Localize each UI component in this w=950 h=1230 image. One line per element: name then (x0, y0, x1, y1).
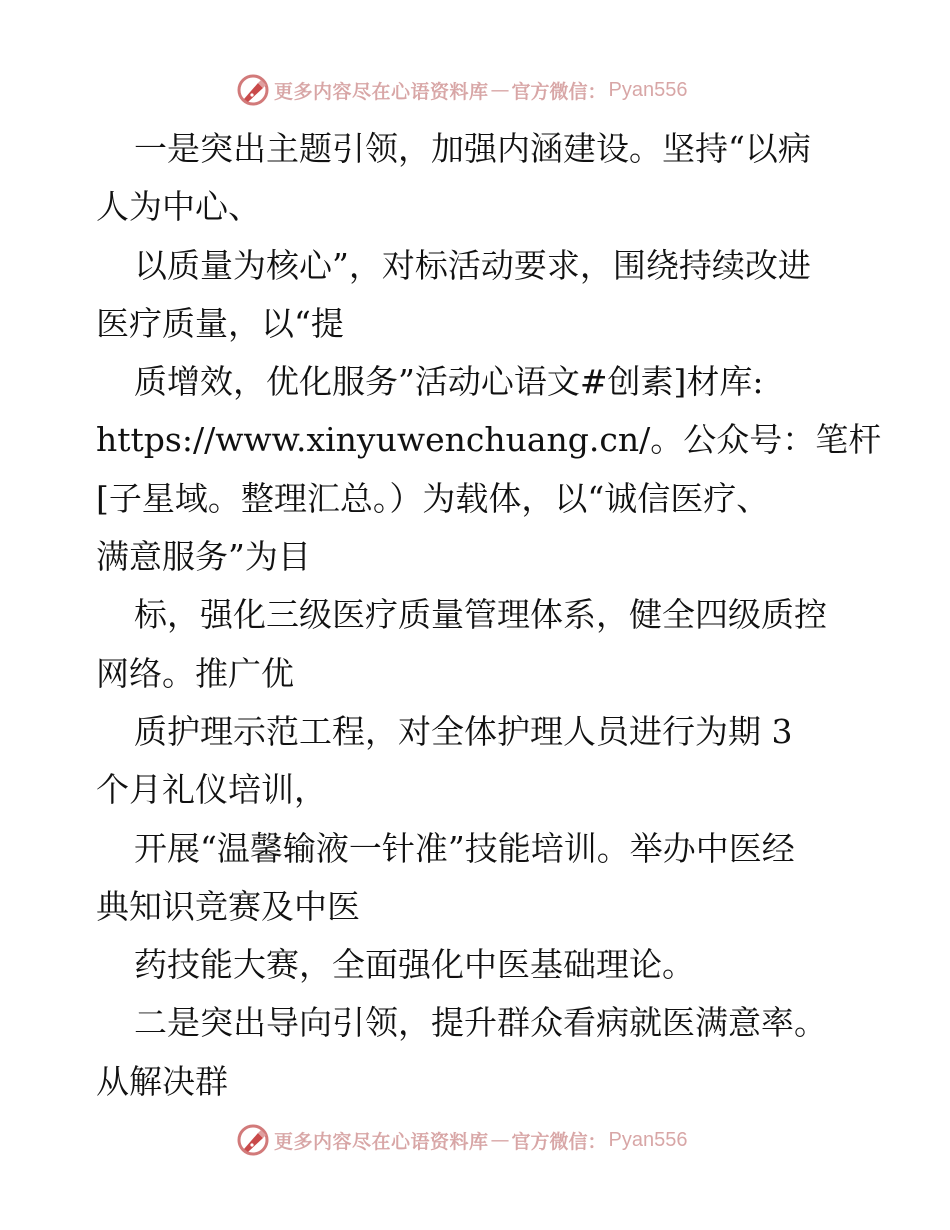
text-line: 人为中心、 (96, 187, 261, 227)
pen-nib-logo-icon (236, 1123, 270, 1157)
banner-separator: — (490, 1129, 510, 1151)
text-line: 质护理示范工程，对全体护理人员进行为期 3 (134, 711, 793, 751)
banner-wechat-id: Pyan556 (608, 1128, 688, 1151)
pen-nib-logo-icon (236, 73, 270, 107)
text-line: 个月礼仪培训， (96, 770, 327, 810)
banner-text: 更多内容尽在心语资料库 (274, 1130, 489, 1153)
text-line: https://www.xinyuwenchuang.cn/。公众号：笔杆 (96, 420, 882, 460)
text-line: 质增效，优化服务”活动心语文#创素]材库: (134, 362, 764, 402)
banner-content (236, 1120, 688, 1160)
text-line: 二是突出导向引领，提升群众看病就医满意率。 (134, 1003, 827, 1043)
header-banner (0, 70, 950, 110)
banner-text: 更多内容尽在心语资料库 (274, 80, 489, 103)
text-line: 医疗质量，以“提 (96, 303, 344, 343)
footer-banner (0, 1120, 950, 1160)
text-line: 标，强化三级医疗质量管理体系，健全四级质控 (134, 595, 827, 635)
banner-wechat-id: Pyan556 (608, 78, 688, 101)
text-line: 一是突出主题引领，加强内涵建设。坚持“以病 (134, 129, 811, 168)
text-line: 网络。推广优 (96, 653, 294, 693)
text-line: 药技能大赛，全面强化中医基础理论。 (134, 945, 695, 985)
banner-wechat-label: 官方微信： (511, 80, 607, 103)
text-line: [子星域。整理汇总。）为载体，以“诚信医疗、 (96, 478, 770, 518)
text-line: 典知识竞赛及中医 (96, 886, 360, 926)
text-line: 以质量为核心”，对标活动要求，围绕持续改进 (134, 245, 811, 285)
document-body (96, 120, 882, 1111)
banner-wechat-label: 官方微信： (511, 1130, 607, 1153)
text-line: 满意服务”为目 (96, 537, 311, 577)
banner-content (236, 70, 688, 110)
text-line: 从解决群 (96, 1061, 228, 1101)
text-line: 开展“温馨输液一针准”技能培训。举办中医经 (134, 828, 795, 868)
banner-separator: — (490, 79, 510, 101)
